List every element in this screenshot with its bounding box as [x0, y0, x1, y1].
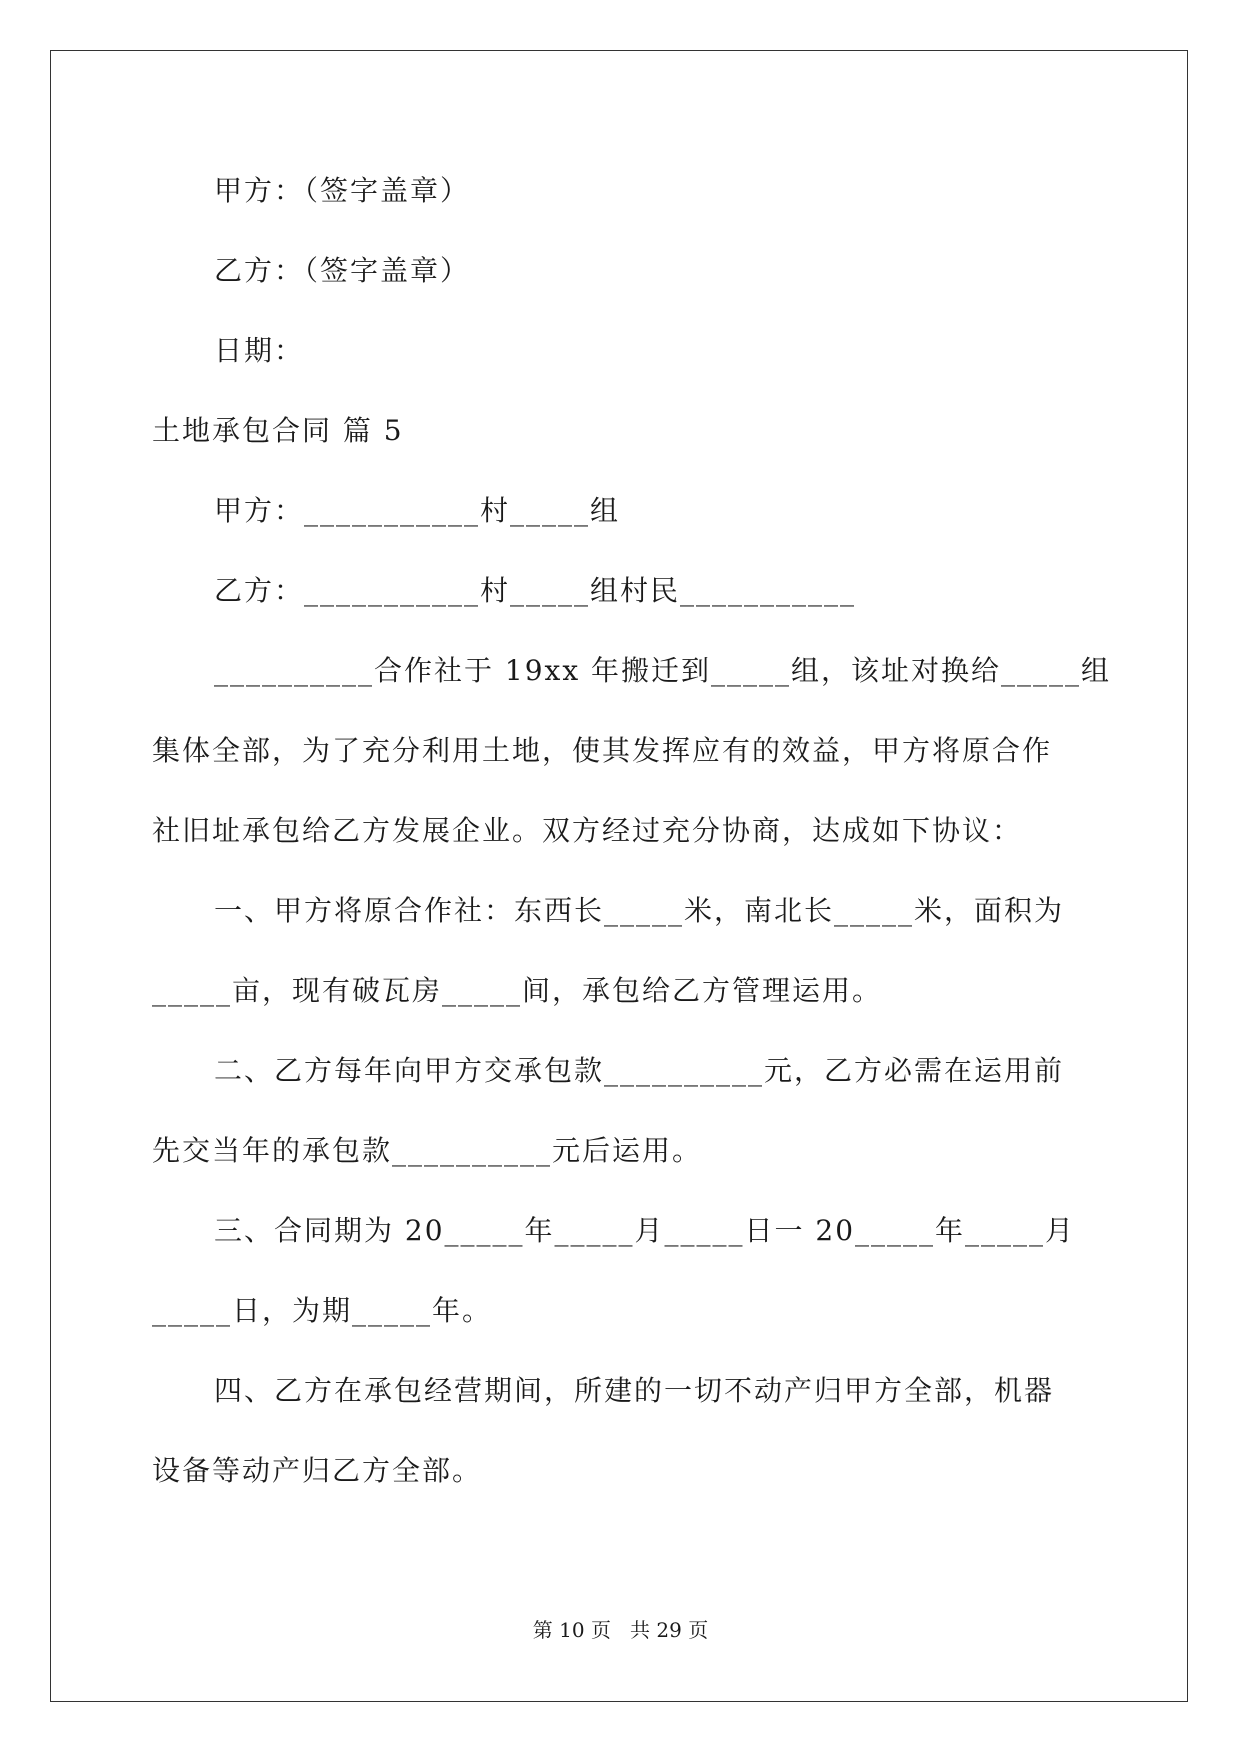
clause-2-line: 二、乙方每年向甲方交承包款__________元，乙方必需在运用前: [214, 1054, 1065, 1087]
clause-3-line: 三、合同期为 20_____年_____月_____日一 20_____年_____月: [214, 1214, 1076, 1247]
party-a-signature-line: 甲方：（签字盖章）: [214, 174, 471, 207]
party-b-line: 乙方：___________村_____组村民___________: [214, 574, 857, 607]
paragraph-line: __________合作社于 19xx 年搬迁到_____组，该址对换给_____组: [214, 654, 1112, 687]
clause-1-line: _____亩，现有破瓦房_____间，承包给乙方管理运用。: [152, 974, 883, 1007]
paragraph-line: 集体全部，为了充分利用土地，使其发挥应有的效益，甲方将原合作: [152, 734, 1053, 767]
party-a-line: 甲方：___________村_____组: [214, 494, 621, 527]
date-line: 日期：: [214, 334, 305, 367]
clause-2-line: 先交当年的承包款__________元后运用。: [152, 1134, 703, 1167]
paragraph-line: 社旧址承包给乙方发展企业。双方经过充分协商，达成如下协议：: [152, 814, 1023, 847]
clause-4-line: 四、乙方在承包经营期间，所建的一切不动产归甲方全部，机器: [214, 1374, 1055, 1407]
page-number: 第 10 页 共 29 页: [532, 1618, 709, 1642]
clause-1-line: 一、甲方将原合作社：东西长_____米，南北长_____米，面积为: [214, 894, 1065, 927]
party-b-signature-line: 乙方：（签字盖章）: [214, 254, 471, 287]
clause-4-line: 设备等动产归乙方全部。: [152, 1454, 483, 1487]
section-title: 土地承包合同 篇 5: [152, 414, 404, 447]
clause-3-line: _____日，为期_____年。: [152, 1294, 493, 1327]
